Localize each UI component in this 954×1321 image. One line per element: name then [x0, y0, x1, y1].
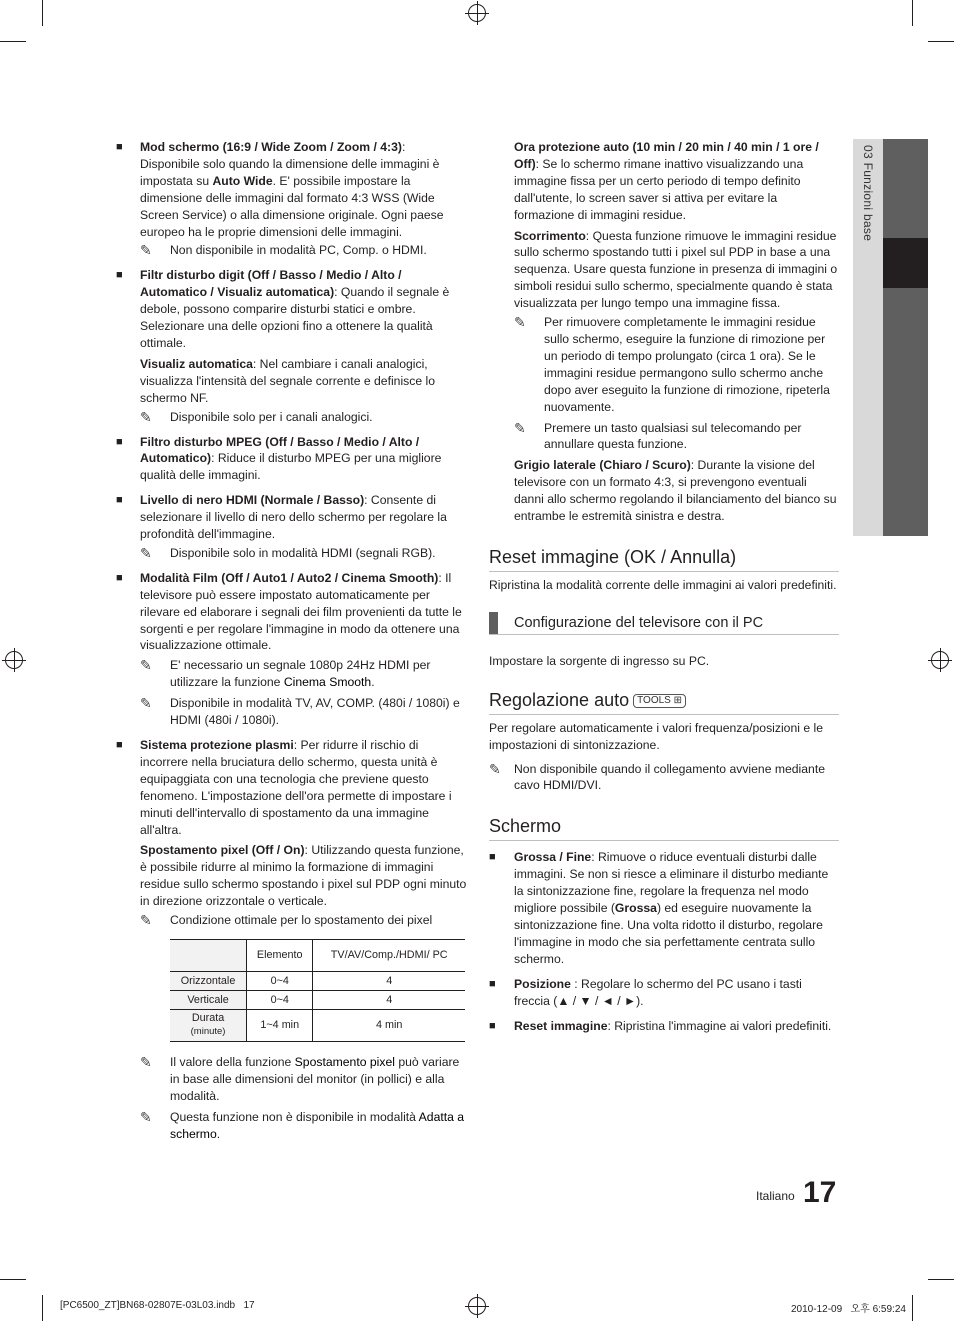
item-text: : Disponibile solo quando la dimensione delle immagini è impostata su: [140, 140, 440, 188]
file-info: [PC6500_ZT]BN68-02807E-03L03.indb 17: [60, 1300, 255, 1311]
note-text: .: [216, 1126, 221, 1141]
option-text: : Se lo schermo rimane inattivo visualizzando una immagine fissa per un certo periodo di tempo definito dall'utente, lo screen saver si attiva per evitare la formazione di immagini residue.: [514, 156, 804, 222]
registration-mark-icon: [5, 651, 23, 669]
table-cell: 0~4: [247, 971, 313, 990]
note: [140, 695, 468, 729]
item-bold: Auto Wide: [212, 173, 273, 188]
pencil-note-icon: ✎: [140, 242, 152, 259]
note: [514, 420, 839, 454]
note: [140, 657, 468, 691]
crop-mark: [928, 1279, 954, 1280]
note: [140, 1054, 468, 1105]
section-text: Per regolare automaticamente i valori frequenza/posizioni e le impostazioni di sintonizzazione.: [489, 720, 823, 752]
square-bullet-icon: ■: [489, 977, 496, 990]
note-bold: Cinema Smooth: [283, 675, 372, 690]
crop-mark: [928, 41, 954, 42]
crop-mark: [42, 1295, 43, 1321]
item-text: : Il televisore può essere impostato automaticamente per rilevare ed elaborare i segnali dei film provenienti da tutte le sorgenti e per regolare l'immagine in modo da ottenere una visualizzazione ottimale.: [140, 570, 462, 653]
note-text: Disponibile solo per i canali analogici.: [170, 409, 373, 424]
table-header-cell: TV/AV/Comp./HDMI/ PC: [313, 939, 465, 971]
square-bullet-icon: ■: [116, 571, 123, 584]
pencil-note-icon: ✎: [489, 760, 501, 777]
item-text: : Consente di selezionare il livello di nero dello schermo per regolare la profondità dell'immagine.: [140, 493, 447, 542]
side-tab-label: 03 Funzioni base: [861, 145, 875, 242]
table-cell: 4 min: [313, 1009, 465, 1041]
item-title: Modalità Film (Off / Auto1 / Auto2 / Cinema Smooth): [140, 570, 439, 585]
option-title: Scorrimento: [514, 228, 586, 243]
tools-badge-icon: TOOLS ⊞: [633, 694, 686, 708]
pencil-note-icon: ✎: [140, 408, 152, 425]
note-text: Per rimuovere completamente le immagini residue sullo schermo, eseguire la funzione di rimozione per un periodo di tempo prolungato (circa 1 ora). Se le immagini residue permangono sullo schermo anche dopo aver eseguito la funzione di rimozione, ripeterla nuovamente.: [544, 315, 830, 414]
crop-mark: [42, 0, 43, 26]
note-text: .: [371, 675, 375, 690]
note-text: E' necessario un segnale 1080p 24Hz HDMI per utilizzare la funzione: [170, 658, 431, 690]
side-tab-marker: [883, 238, 928, 288]
item-text: : Ripristina l'immagine ai valori predefiniti.: [607, 1018, 832, 1033]
table-cell: Orizzontale: [170, 971, 247, 990]
note-text: Il valore della funzione: [170, 1054, 295, 1069]
side-tab-dark: [883, 139, 928, 536]
subsection-bar: [489, 612, 498, 634]
pencil-note-icon: ✎: [140, 1108, 152, 1125]
note-text: Premere un tasto qualsiasi sul telecomando per annullare questa funzione.: [544, 420, 802, 452]
table-cell: 4: [313, 971, 465, 990]
table-row: [170, 990, 465, 1009]
pencil-note-icon: ✎: [140, 912, 152, 929]
square-bullet-icon: ■: [489, 1019, 496, 1032]
table-row: [170, 971, 465, 990]
pencil-note-icon: ✎: [140, 657, 152, 674]
subsection-title: Configurazione del televisore con il PC: [514, 614, 764, 631]
item-text: : Quando il segnale è debole, possono comparire disturbi statici e ombre. Selezionare una delle opzioni fino a ottenere la qualità ottimale.: [140, 285, 450, 350]
option-title: Grigio laterale (Chiaro / Scuro): [514, 458, 691, 473]
registration-mark-icon: [468, 1297, 486, 1315]
sub-title: Spostamento pixel (Off / On): [140, 843, 305, 858]
table-row: [170, 1009, 465, 1041]
list-item: [116, 570, 468, 729]
list-item: [489, 1018, 839, 1035]
list-item: [116, 737, 468, 1143]
note-text: può variare in base alle dimensioni del monitor (in pollici) e alla modalità.: [170, 1054, 460, 1103]
list-item: [116, 139, 468, 259]
option-text: : Durante la visione del televisore con un formato 4:3, si prevengono eventuali danni allo schermo regolando il bilanciamento del bianco su entrambe le estremità sinistra e destra.: [514, 458, 837, 524]
square-bullet-icon: ■: [116, 435, 123, 448]
option-text: : Questa funzione rimuove le immagini residue sullo schermo spostando tutti i pixel sul PDP in base a una sequenza. Usare questa funzione in presenza di immagini o simboli residui sullo schermo, specialmente quando è stata visualizzata per lungo tempo una immagine fissa.: [514, 228, 838, 311]
note: [140, 409, 468, 426]
crop-mark: [912, 1295, 913, 1321]
list-item: [116, 434, 468, 485]
item-text: ) ed eseguire nuovamente la sintonizzazione fine. Una volta ridotto il disturbo, regolare l'immagine in modo che sia perfettamente centrata sullo schermo.: [514, 901, 823, 966]
note-bold: Spostamento pixel: [294, 1054, 395, 1069]
right-column: [489, 139, 839, 1034]
square-bullet-icon: ■: [116, 494, 123, 507]
item-title: Reset immagine: [514, 1018, 608, 1033]
option-title: Ora protezione auto (10 min / 20 min / 40 min / 1 ore / Off): [514, 140, 819, 171]
pencil-note-icon: ✎: [514, 314, 526, 331]
item-bold: Grossa: [614, 901, 657, 916]
table-cell: [170, 1009, 247, 1041]
sub-text: : Utilizzando questa funzione, è possibile ridurre al minimo la formazione di immagini residue sullo schermo spostando i pixel sul PDP ogni minuto in direzione orizzontale o verticale.: [140, 843, 467, 909]
note-text: Non disponibile in modalità PC, Comp. o HDMI.: [170, 243, 427, 258]
square-bullet-icon: ■: [116, 269, 123, 282]
list-item: [489, 976, 839, 1010]
item-title: Posizione: [514, 976, 571, 991]
pencil-note-icon: ✎: [514, 419, 526, 436]
table-cell: 1~4 min: [247, 1009, 313, 1041]
note-text: Condizione ottimale per lo spostamento dei pixel: [170, 913, 433, 928]
note-bold: Adatta a schermo: [170, 1109, 465, 1141]
note: [140, 912, 468, 929]
item-text: : Per ridurre il rischio di incorrere nella bruciatura dello schermo, questa unità è equipaggiata con una tecnologia che previene questo fenomeno. L'impostazione dell'ora permette di impostare i minuti dell'intervallo di spostamento da una immagine all'altra.: [140, 738, 452, 837]
note: [140, 545, 468, 562]
crop-mark: [912, 0, 913, 26]
protection-options: [489, 139, 839, 525]
section-text: Impostare la sorgente di ingresso su PC.: [489, 653, 710, 668]
note-text: Disponibile solo in modalità HDMI (segnali RGB).: [170, 545, 436, 560]
table-cell: Verticale: [170, 990, 247, 1009]
note: [140, 1109, 468, 1143]
note: [489, 761, 839, 795]
note: [140, 242, 468, 259]
item-title: Livello di nero HDMI (Normale / Basso): [140, 493, 365, 508]
section-title-text: Regolazione auto: [489, 689, 630, 710]
section-title: Schermo: [489, 816, 839, 841]
timestamp: 2010-12-09 오후 6:59:24: [791, 1304, 906, 1315]
note-text: Disponibile in modalità TV, AV, COMP. (480i / 1080i) e HDMI (480i / 1080i).: [170, 696, 460, 728]
pencil-note-icon: ✎: [140, 544, 152, 561]
section-title: [489, 690, 839, 715]
item-title: Filtro disturbo MPEG (Off / Basso / Medio / Alto / Automatico): [140, 434, 420, 466]
item-title: Sistema protezione plasmi: [140, 738, 294, 752]
note: [514, 314, 839, 415]
item-text: : Riduce il disturbo MPEG per una migliore qualità delle immagini.: [140, 451, 442, 483]
tools-label: TOOLS: [637, 694, 671, 706]
table-cell: 4: [313, 990, 465, 1009]
subsection-header: [489, 612, 839, 635]
table-cell: 0~4: [247, 990, 313, 1009]
item-title: Filtr disturbo digit (Off / Basso / Medio / Alto / Automatico / Visualiz automatica): [140, 268, 402, 300]
item-text: . E' possibile impostare la dimensione delle immagini dal formato 4:3 WSS (Wide Screen Service) o alla dimensione originale. Ogni paese europeo ha le proprie dimensioni delle immagini.: [140, 173, 444, 239]
left-column: [116, 139, 468, 1143]
footer-language: Italiano: [756, 1189, 795, 1203]
table-header-cell: Elemento: [247, 939, 313, 971]
registration-mark-icon: [931, 651, 949, 669]
crop-mark: [0, 41, 26, 42]
section-title: Reset immagine (OK / Annulla): [489, 547, 839, 572]
table-header-row: [170, 939, 465, 971]
table-cell-main: Durata: [191, 1012, 225, 1025]
section-text: Ripristina la modalità corrente delle immagini ai valori predefiniti.: [489, 577, 837, 592]
sub-title: Visualiz automatica: [140, 356, 253, 371]
item-text: : Rimuove o riduce eventuali disturbi dalle immagini. Se non si riesce a eliminare il disturbo mediante la sintonizzazione fine, regolare la frequenza nel modo migliore possibile (: [514, 850, 829, 916]
item-title: Grossa / Fine: [514, 850, 592, 865]
note-text: Non disponibile quando il collegamento avviene mediante cavo HDMI/DVI.: [514, 761, 825, 793]
item-title: Mod schermo (16:9 / Wide Zoom / Zoom / 4:3): [140, 140, 402, 154]
sub-text: : Nel cambiare i canali analogici, visualizza l'intensità del segnale corrente e definisce lo schermo NF.: [140, 356, 435, 405]
page-number: 17: [803, 1176, 837, 1209]
pencil-note-icon: ✎: [140, 695, 152, 712]
crop-mark: [0, 1279, 26, 1280]
table-header-cell: [170, 939, 247, 971]
square-bullet-icon: ■: [116, 739, 123, 751]
list-item: [116, 492, 468, 562]
square-bullet-icon: ■: [489, 851, 496, 864]
item-text: : Regolare lo schermo del PC usano i tasti freccia (▲ / ▼ / ◄ / ►).: [514, 976, 802, 1008]
list-item: [116, 267, 468, 425]
list-item: [489, 849, 839, 967]
registration-mark-icon: [468, 4, 486, 22]
square-bullet-icon: ■: [116, 141, 123, 153]
pixel-shift-table: [170, 939, 465, 1042]
note-text: Questa funzione non è disponibile in modalità: [170, 1109, 419, 1124]
pencil-note-icon: ✎: [140, 1053, 152, 1070]
table-cell-sub: (minute): [190, 1026, 226, 1038]
